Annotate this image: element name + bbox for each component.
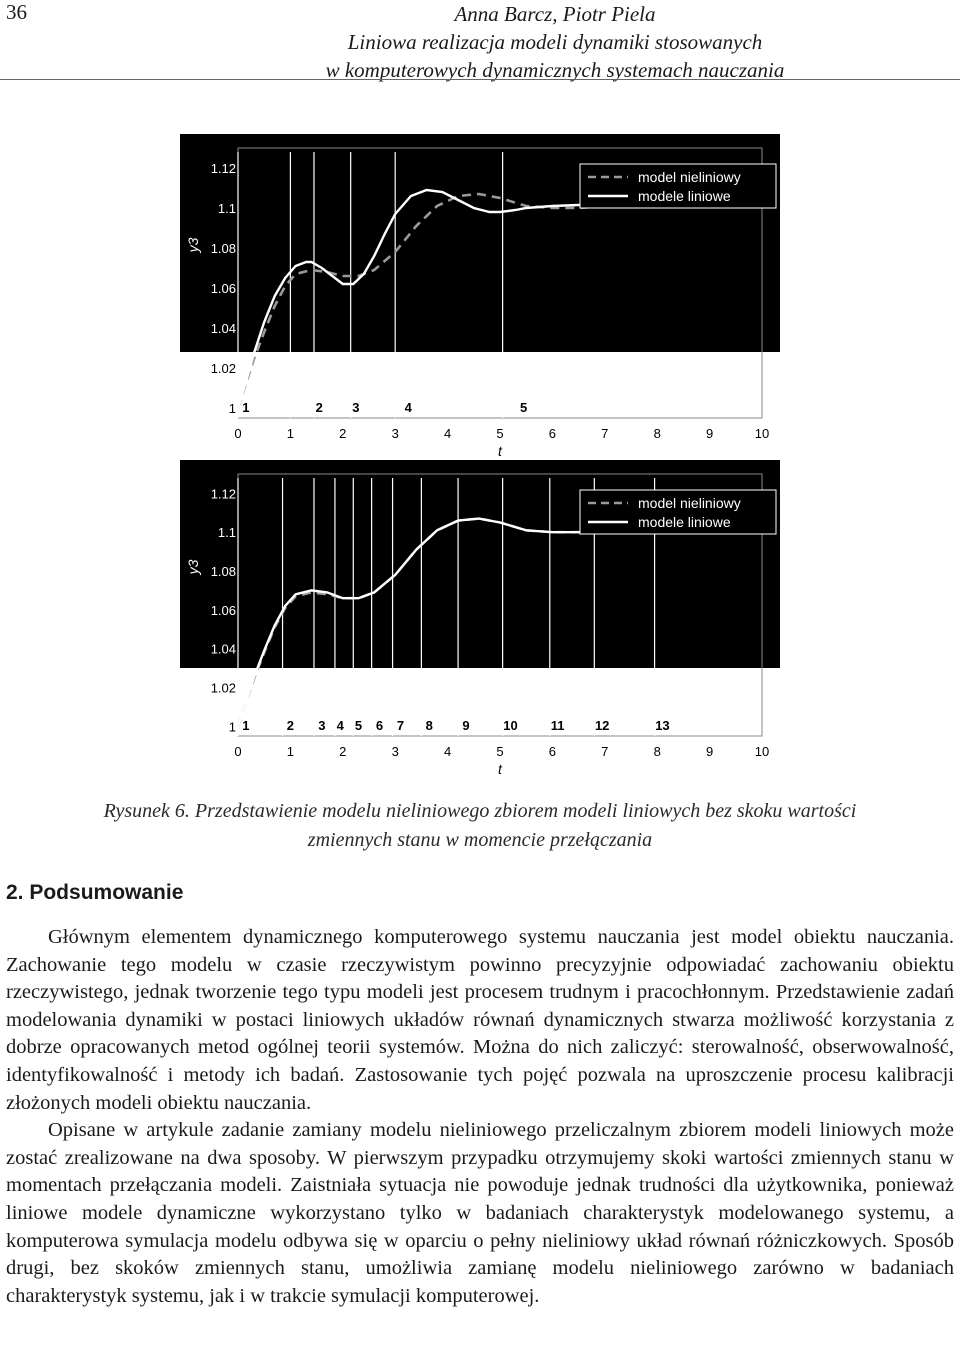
caption-line2: zmiennych stanu w momencie przełączania xyxy=(307,829,653,851)
switch-label: 3 xyxy=(318,718,326,733)
x-tick-label: 7 xyxy=(601,426,609,441)
switch-label: 3 xyxy=(352,400,360,415)
y-axis-label: y3 xyxy=(185,237,201,253)
header-rule xyxy=(0,79,960,80)
y-tick-label: 1.04 xyxy=(210,321,236,336)
running-header xyxy=(0,0,960,84)
y-tick-label: 1.08 xyxy=(210,241,236,256)
y-axis-label: y3 xyxy=(185,559,201,575)
x-tick-label: 1 xyxy=(286,744,295,759)
section-heading: 2. Podsumowanie xyxy=(6,881,184,904)
switch-label: 12 xyxy=(594,718,610,733)
x-tick-label: 8 xyxy=(653,744,661,759)
y-tick-label: 1.1 xyxy=(217,201,236,216)
y-tick-label: 1.06 xyxy=(210,602,236,618)
switch-label: 9 xyxy=(462,718,470,733)
paragraph-1: Głównym elementem dynamicznego komputerowego systemu nauczania jest model obiektu nauczania. Zachowanie tego modelu w czasie rzeczywistym powinno precyzyjnie odpowiadać zachowaniu obiektu rzeczywistego, jednak tworzenie tego typu modeli jest procesem trudnym i pracochłonnym. Przedstawienie zadań modelowania dynamiki w postaci liniowych układów równań dynamicznych stwarza możliwość korzystania z dobrze opracowanych metod ogólnej teorii systemów. Można do nich zaliczyć: sterowalność, obserwowalność, identyfikowalność i metody ich badań. Zastosowanie tych pojęć pozwala na uproszczenie procesu kalibracji złożonych modeli obiektu nauczania. xyxy=(6,926,954,1114)
switch-label: 7 xyxy=(396,718,405,733)
switch-label: 2 xyxy=(286,718,295,733)
figure-caption xyxy=(0,797,960,855)
switch-label: 5 xyxy=(519,400,528,415)
x-tick-label: 0 xyxy=(234,744,242,759)
figure-top-plot xyxy=(180,134,780,460)
header-title-line1: Liniowa realizacja modeli dynamiki stosowanych xyxy=(347,30,763,54)
y-tick-label: 1.02 xyxy=(210,361,236,376)
legend-label: modele liniowe xyxy=(638,188,731,204)
x-tick-label: 1 xyxy=(286,426,295,441)
switch-label: 5 xyxy=(354,718,363,733)
switch-label: 4 xyxy=(404,400,412,415)
y-tick-label: 1.12 xyxy=(210,486,236,502)
caption-line1: Rysunek 6. Przedstawienie modelu nieliniowego zbiorem modeli liniowych bez skoku wartości xyxy=(103,800,857,822)
y-tick-label: 1.06 xyxy=(210,281,236,296)
switch-label: 10 xyxy=(503,718,518,733)
x-tick-label: 6 xyxy=(548,744,557,759)
chart-top xyxy=(180,134,780,460)
y-tick-label: 1.08 xyxy=(210,564,236,580)
x-tick-label: 3 xyxy=(391,426,399,441)
switch-label: 6 xyxy=(375,718,384,733)
header-authors: Anna Barcz, Piotr Piela xyxy=(454,2,656,26)
y-tick-label: 1 xyxy=(228,719,236,735)
y-tick-label: 1.02 xyxy=(210,680,236,696)
x-tick-label: 4 xyxy=(443,426,452,441)
x-tick-label: 9 xyxy=(705,426,714,441)
x-tick-label: 6 xyxy=(548,426,557,441)
header-title-line2: w komputerowych dynamicznych systemach nauczania xyxy=(325,58,785,82)
legend-label: modele liniowe xyxy=(638,514,731,530)
x-tick-label: 2 xyxy=(339,744,347,759)
switch-label: 13 xyxy=(655,718,670,733)
x-tick-label: 3 xyxy=(391,744,399,759)
switch-label: 8 xyxy=(425,718,433,733)
page-number: 36 xyxy=(6,0,27,24)
x-tick-label: 4 xyxy=(443,744,452,759)
x-axis-label: t xyxy=(498,443,502,459)
legend-label: model nieliniowy xyxy=(638,495,741,511)
x-tick-label: 2 xyxy=(339,426,347,441)
y-tick-label: 1.1 xyxy=(217,525,236,541)
switch-label: 2 xyxy=(315,400,323,415)
x-tick-label: 9 xyxy=(705,744,714,759)
x-tick-label: 10 xyxy=(754,744,770,759)
body-text xyxy=(6,924,954,1310)
x-axis-label: t xyxy=(498,761,502,777)
y-tick-label: 1 xyxy=(228,401,236,416)
x-tick-label: 0 xyxy=(234,426,242,441)
chart-bottom xyxy=(180,460,780,778)
figure-bottom-plot xyxy=(180,460,780,778)
x-tick-label: 5 xyxy=(496,744,504,759)
legend-label: model nieliniowy xyxy=(638,169,741,185)
switch-label: 1 xyxy=(242,400,250,415)
x-tick-label: 10 xyxy=(754,426,770,441)
x-tick-label: 8 xyxy=(653,426,661,441)
switch-label: 11 xyxy=(550,718,565,733)
paragraph-2: Opisane w artykule zadanie zamiany modelu nieliniowego przeliczalnym zbiorem modeli liniowych może zostać zrealizowane na dwa sposoby. W pierwszym przypadku otrzymujemy skoki wartości zmiennych stanu w momentach przełączania modeli. Zaistniała sytuacja nie powoduje jednak trudności dla użytkownika, ponieważ liniowe modele dynamiczne wykorzystano tylko w badaniach charakterystyk modelowanego systemu, a komputerowa symulacja modelu odbywa się w oparciu o pełny nieliniowy układ równań różniczkowych. Sposób drugi, bez skoków zmiennych stanu, umożliwia zamianę modelu nieliniowego zarówno w badaniach charakterystyk systemu, jak i w trakcie symulacji komputerowej. xyxy=(6,1119,954,1307)
y-tick-label: 1.04 xyxy=(210,641,236,657)
x-tick-label: 7 xyxy=(601,744,609,759)
x-tick-label: 5 xyxy=(496,426,504,441)
switch-label: 4 xyxy=(336,718,344,733)
y-tick-label: 1.12 xyxy=(210,161,236,176)
switch-label: 1 xyxy=(242,718,250,733)
